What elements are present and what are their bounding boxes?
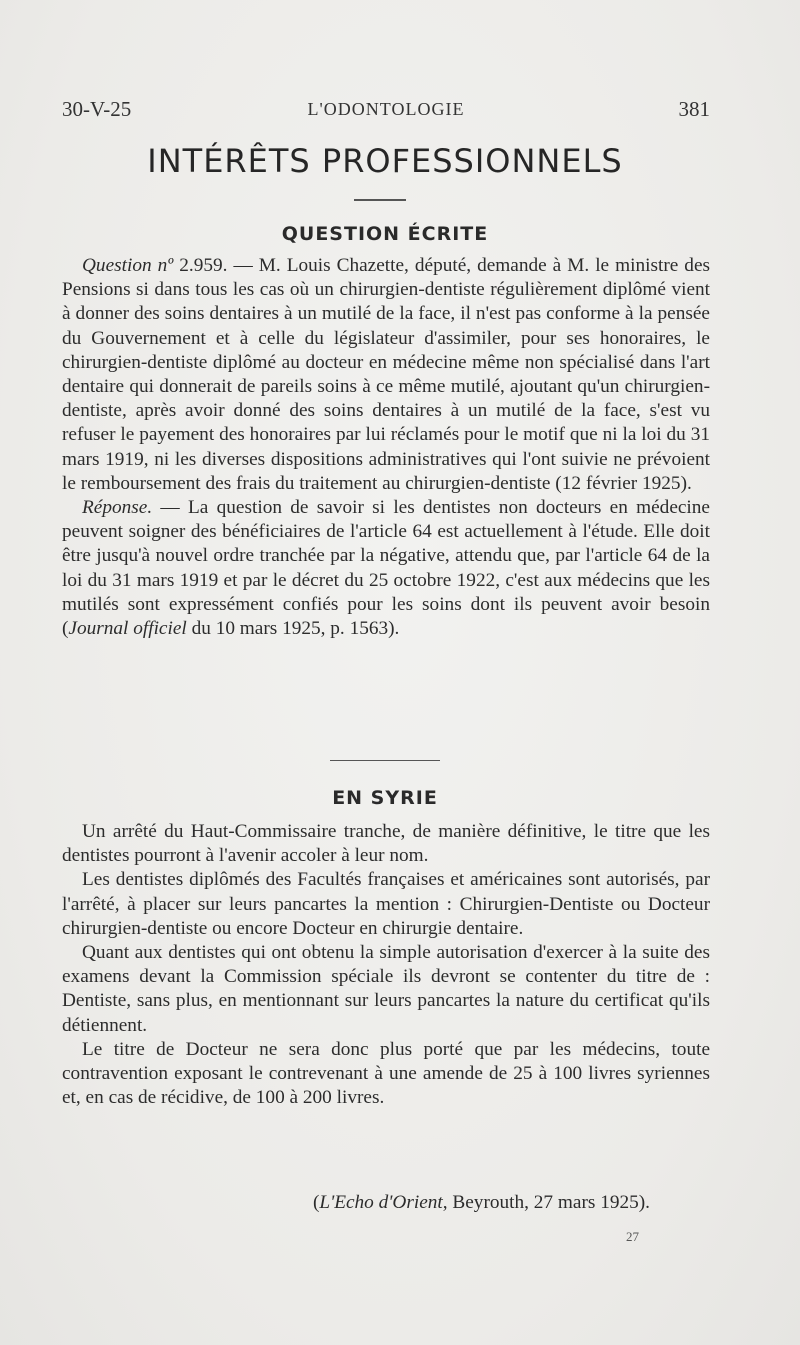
syrie-paragraph-3: Quant aux dentistes qui ont obtenu la simple autorisation d'exercer à la suite des examens devant la Commission spéciale ils devront se contenter du titre de : Dentiste, sans plus, en mentionnant sur leurs pancartes la nature du certificat qu'ils détiennent. — [62, 942, 710, 1036]
page-title: INTÉRÊTS PROFESSIONNELS — [147, 142, 623, 180]
answer-text: — La question de savoir si les dentistes non docteurs en médecine peuvent soigner des bénéficiaires de l'article 64 est actuellement à l'étude. Elle doit être jusqu'à nouvel ordre tranchée par la négative, attendu que, par l'article 64 de la loi du 31 mars 1919 et par le décret du 25 octobre 1922, c'est aux médecins que les mutilés sont expressément confiés pour les soins dont ils peuvent avoir besoin ( — [62, 497, 710, 640]
syrie-paragraph-2: Les dentistes diplômés des Facultés françaises et américaines sont autorisés, par l'arrêté, à placer sur leurs pancartes la mention : Chirurgien-Dentiste ou Docteur chirurgien-dentiste ou encore Docteur en chirurgie dentaire. — [62, 869, 710, 939]
syrie-paragraph-1: Un arrêté du Haut-Commissaire tranche, de manière définitive, le titre que les dentistes pourront à l'avenir accoler à leur nom. — [62, 821, 710, 867]
source-open: ( — [312, 1192, 320, 1213]
syrie-paragraph-4: Le titre de Docteur ne sera donc plus porté que par les médecins, toute contravention exposant le contrevenant à une amende de 25 à 100 livres syriennes et, en cas de récidive, de 100 à 200 livres. — [62, 1038, 710, 1109]
question-paragraph — [62, 254, 710, 496]
answer-source: Journal officiel — [68, 618, 187, 640]
header-journal: L'ODONTOLOGIE — [307, 99, 465, 119]
section-divider — [330, 760, 440, 761]
question-text: 2.959. — M. Louis Chazette, député, demande à M. le ministre des Pensions si dans tous les cas où un chirurgien-dentiste régulièrement diplômé vient à donner des soins dentaires à un mutilé de la face, il n'est pas conforme à la pensée du Gouvernement et à celle du législateur d'assimiler, pour ses honoraires, le chirurgien-dentiste diplômé au docteur en médecine même non spécialisé dans l'art dentaire qui donnerait de pareils soins à ce même mutilé, ajoutant qu'un chirurgien-dentiste, après avoir donné des soins dentaires à un mutilé de la face, s'est vu refuser le payement des honoraires par lui réclamés pour le motif que ni la loi du 31 mars 1919, ni les diverses dispositions administratives qui l'ont suivie ne prévoient le remboursement des frais du traitement au chirurgien-dentiste (12 février 1925). — [62, 255, 711, 494]
question-block — [62, 254, 710, 641]
header-page-number: 381 — [678, 97, 710, 121]
answer-lead: Réponse. — [82, 497, 153, 519]
question-lead: Question nº — [82, 255, 174, 276]
signature-mark: 27 — [626, 1229, 639, 1244]
section-title-question: QUESTION ÉCRITE — [281, 223, 489, 245]
header-date: 30-V-25 — [62, 97, 132, 121]
answer-paragraph — [62, 496, 710, 641]
syrie-source — [62, 1192, 650, 1214]
title-divider — [354, 199, 406, 201]
running-header — [62, 97, 710, 127]
source-rest: , Beyrouth, 27 mars 1925). — [442, 1192, 650, 1213]
answer-tail: du 10 mars 1925, p. 1563). — [186, 618, 400, 640]
syrie-block — [62, 820, 710, 1110]
source-name: L'Echo d'Orient — [319, 1192, 443, 1213]
section-title-syrie: EN SYRIE — [332, 787, 438, 809]
